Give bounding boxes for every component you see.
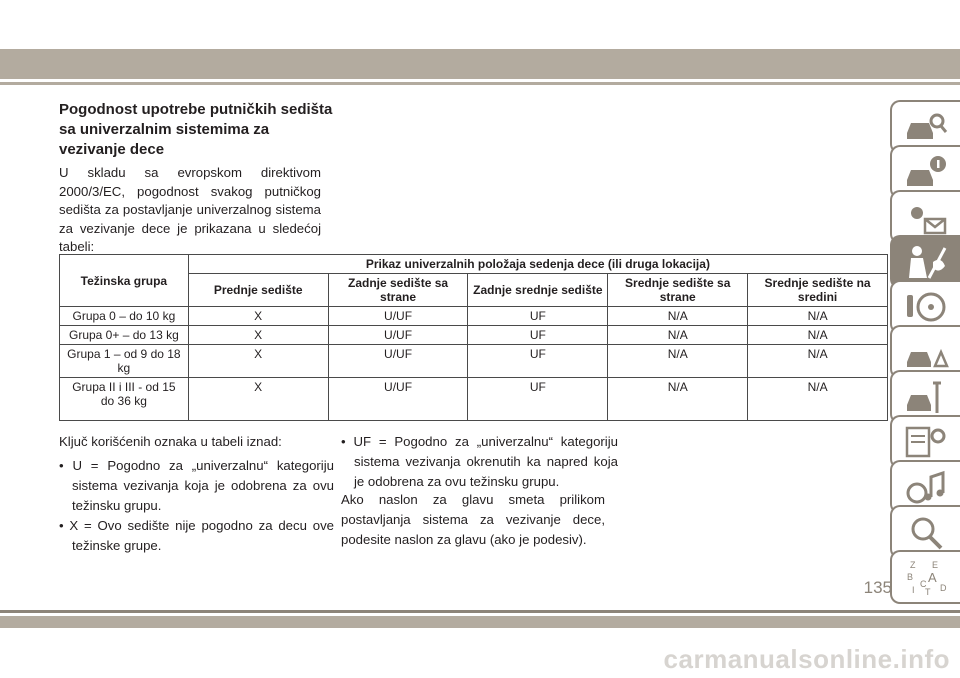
value-cell: UF [468, 378, 608, 421]
value-cell: N/A [748, 378, 888, 421]
column-header: Srednje sedište sa strane [608, 274, 748, 307]
legend-title: Ključ korišćenih oznaka u tabeli iznad: [59, 434, 282, 449]
weight-group-header: Težinska grupa [60, 255, 189, 307]
index-letter: E [932, 560, 939, 570]
value-cell: U/UF [328, 326, 468, 345]
index-letter: C [920, 579, 927, 589]
seat-belt-safety-icon [903, 242, 949, 282]
column-header: Zadnje sedište sa strane [328, 274, 468, 307]
index-letters-icon [903, 557, 949, 597]
car-search-icon [903, 107, 949, 147]
value-cell: X [188, 326, 328, 345]
group-cell: Grupa 0+ – do 13 kg [60, 326, 189, 345]
footer-band [0, 616, 960, 628]
seat-suitability-table [59, 254, 888, 421]
table-row [60, 378, 888, 421]
legend-bullet-uf: • UF = Pogodno za „univerzalnu“ kategoriju sistema vezivanja okrenutih ka napred koja je odobrena za ovu težinsku grupu. [341, 434, 618, 489]
value-cell: U/UF [328, 378, 468, 421]
group-cell: Grupa 1 – od 9 do 18 kg [60, 345, 189, 378]
value-cell: X [188, 307, 328, 326]
index-letter: A [928, 570, 937, 585]
legend-bullet-u: • U = Pogodno za „univerzalnu“ kategoriju sistema vezivanja koja je odobrena za ovu težinsku grupu. [59, 458, 334, 513]
steering-wheel-icon [903, 287, 949, 327]
header-band [0, 49, 960, 79]
value-cell: N/A [608, 326, 748, 345]
watermark: carmanualsonline.info [663, 644, 950, 674]
car-wrench-icon [903, 377, 949, 417]
index-letter: D [940, 583, 947, 593]
index-letter: Z [910, 560, 916, 570]
group-cell: Grupa 0 – do 10 kg [60, 307, 189, 326]
column-header: Srednje sedište na sredini [748, 274, 888, 307]
column-header: Prednje sedište [188, 274, 328, 307]
value-cell: N/A [748, 326, 888, 345]
value-cell: N/A [748, 307, 888, 326]
column-header: Zadnje srednje sedište [468, 274, 608, 307]
spec-gear-icon [903, 422, 949, 462]
warning-light-icon [903, 197, 949, 237]
value-cell: U/UF [328, 307, 468, 326]
value-cell: UF [468, 345, 608, 378]
value-cell: N/A [608, 378, 748, 421]
value-cell: X [188, 378, 328, 421]
table-row [60, 307, 888, 326]
positions-span-header: Prikaz univerzalnih položaja sedenja dece (ili druga lokacija) [188, 255, 887, 274]
header-rule [0, 82, 960, 85]
index-letter: B [907, 572, 914, 582]
table-row [60, 345, 888, 378]
car-info-icon [903, 152, 949, 192]
value-cell: U/UF [328, 345, 468, 378]
value-cell: N/A [748, 345, 888, 378]
value-cell: UF [468, 326, 608, 345]
group-cell: Grupa II i III - od 15 do 36 kg [60, 378, 189, 421]
page-number: 135 [863, 578, 892, 597]
footer-rule [0, 610, 960, 613]
magnifier-icon [903, 512, 949, 552]
headrest-note: Ako naslon za glavu smeta prilikom postavljanja sistema za vezivanje dece, podesite naslon za glavu (ako je podesiv). [341, 492, 605, 547]
value-cell: UF [468, 307, 608, 326]
value-cell: X [188, 345, 328, 378]
value-cell: N/A [608, 307, 748, 326]
music-note-icon [903, 467, 949, 507]
index-letter: T [925, 587, 931, 597]
section-heading: Pogodnost upotrebe putničkih sedišta sa univerzalnim sistemima za vezivanje dece [59, 101, 333, 158]
emergency-triangle-icon [903, 332, 949, 372]
index-letter: I [912, 585, 915, 595]
intro-paragraph: U skladu sa evropskom direktivom 2000/3/EC, pogodnost svakog putničkog sedišta za postavljanje univerzalnog sistema za vezivanje dece je prikazana u sledećoj tabeli: [59, 165, 321, 254]
legend-bullet-x: • X = Ovo sedište nije pogodno za decu ove težinske grupe. [59, 518, 334, 553]
table-row [60, 326, 888, 345]
value-cell: N/A [608, 345, 748, 378]
tab-index[interactable] [890, 550, 960, 604]
